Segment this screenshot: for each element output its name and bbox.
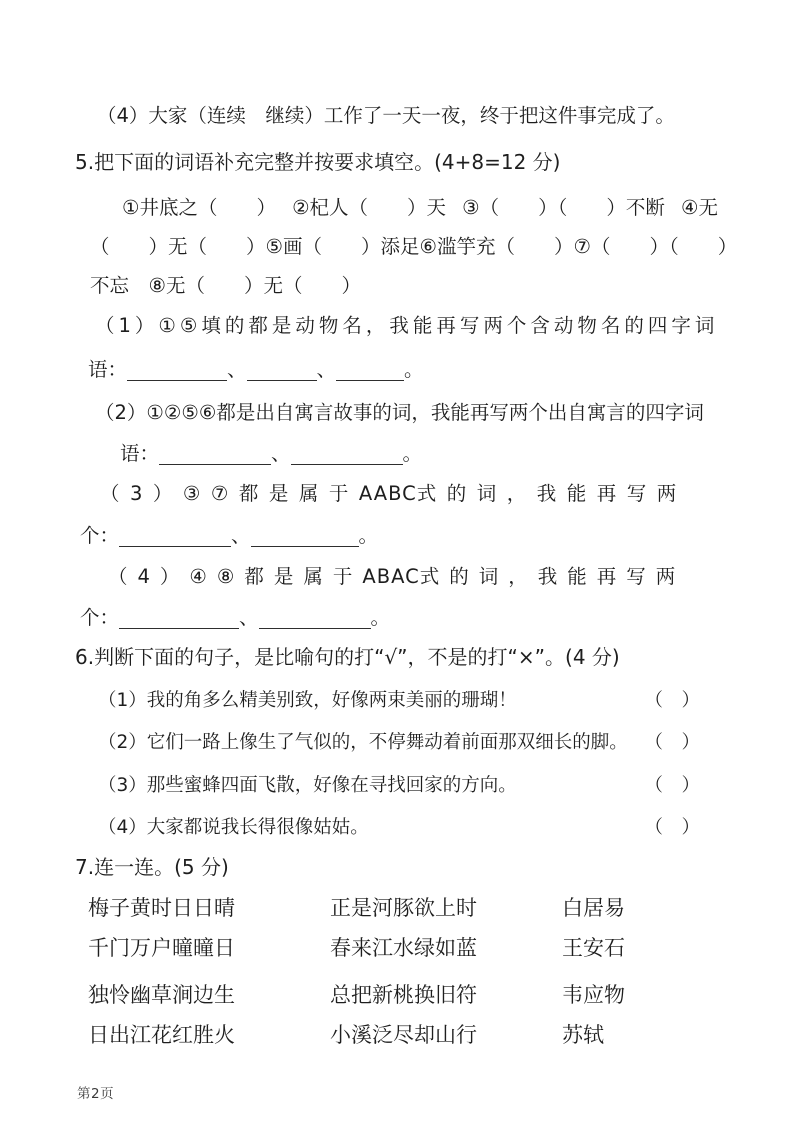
q7-matching-area bbox=[88, 895, 718, 1065]
q5-sub2-answer-line bbox=[120, 440, 422, 467]
answer-prefix: 语： bbox=[120, 442, 160, 465]
idiom-blank-1[interactable]: ①井底之（ ） bbox=[122, 196, 276, 219]
q7-poet[interactable]: 韦应物 bbox=[562, 983, 625, 1007]
q7-verse-right[interactable]: 正是河豚欲上时 bbox=[330, 896, 477, 920]
q5-sub1-answer-line bbox=[88, 356, 424, 383]
q7-title: 7.连一连。(5 分) bbox=[75, 855, 229, 879]
list-comma: 、 bbox=[271, 442, 291, 465]
q6-sentence: （2）它们一路上像生了气似的，不停舞动着前面那双细长的脚。 bbox=[98, 732, 628, 753]
q7-verse-right[interactable]: 总把新桃换旧符 bbox=[330, 983, 477, 1007]
answer-blank[interactable] bbox=[251, 524, 359, 547]
q6-sentence: （3）那些蜜蜂四面飞散，好像在寻找回家的方向。 bbox=[98, 775, 517, 796]
q5-sub3-pre: （3）③⑦都是属于 bbox=[100, 482, 359, 505]
q7-poet[interactable]: 白居易 bbox=[562, 896, 625, 920]
sentence-period: 。 bbox=[370, 606, 391, 629]
judge-answer-bracket[interactable]: （ ） bbox=[644, 732, 700, 753]
q5-sub4-text bbox=[108, 563, 685, 590]
q5-sub4-answer-line bbox=[80, 604, 390, 631]
answer-blank[interactable] bbox=[159, 442, 271, 465]
answer-blank[interactable] bbox=[336, 358, 404, 381]
judge-answer-bracket[interactable]: （ ） bbox=[644, 817, 700, 838]
answer-prefix: 个： bbox=[80, 606, 120, 629]
answer-blank[interactable] bbox=[119, 606, 239, 629]
answer-blank[interactable] bbox=[127, 358, 227, 381]
q5-fill-line-1[interactable] bbox=[122, 194, 718, 221]
list-comma: 、 bbox=[227, 358, 247, 381]
idiom-blank-2[interactable]: ②杞人（ ）天 bbox=[292, 196, 447, 219]
q5-sub3-answer-line bbox=[80, 522, 378, 549]
q6-sentence: （4）大家都说我长得很像姑姑。 bbox=[98, 817, 369, 838]
q6-item-2 bbox=[98, 729, 700, 756]
idiom-blank-4-start[interactable]: ④无 bbox=[680, 196, 718, 219]
pattern-aabc: AABC bbox=[358, 482, 417, 505]
q7-verse-left[interactable]: 日出江花红胜火 bbox=[88, 1023, 235, 1047]
sentence-period: 。 bbox=[404, 358, 424, 381]
q7-poet[interactable]: 王安石 bbox=[562, 936, 625, 960]
idiom-blank-7-start[interactable]: ⑦（ ）（ ） bbox=[573, 235, 738, 258]
page-number: 第2页 bbox=[77, 1086, 115, 1102]
answer-prefix: 个： bbox=[80, 524, 120, 547]
q6-title: 6.判断下面的句子，是比喻句的打“√”，不是的打“×”。(4 分) bbox=[75, 645, 620, 669]
idiom-blank-4-end[interactable]: （ ）无（ ） bbox=[90, 235, 266, 258]
q7-verse-left[interactable]: 梅子黄时日日晴 bbox=[88, 896, 235, 920]
q5-sub2-text: （2）①②⑤⑥都是出自寓言故事的词，我能再写两个出自寓言的四字词 bbox=[95, 401, 704, 424]
sentence-period: 。 bbox=[358, 524, 379, 547]
idiom-blank-5[interactable]: ⑤画（ ）添足 bbox=[265, 235, 420, 258]
list-comma: 、 bbox=[316, 358, 337, 381]
judge-answer-bracket[interactable]: （ ） bbox=[644, 690, 700, 711]
q6-item-1 bbox=[98, 687, 700, 714]
q4-word-choice-sentence: （4）大家（连续 继续）工作了一天一夜，终于把这件事完成了。 bbox=[97, 104, 675, 127]
list-comma: 、 bbox=[239, 606, 259, 629]
idiom-blank-3[interactable]: ③（ ）（ ）不断 bbox=[462, 196, 665, 219]
sentence-period: 。 bbox=[402, 442, 423, 465]
q5-sub4-post: 式的词，我能再写两 bbox=[419, 565, 686, 588]
q6-sentence: （1）我的角多么精美别致，好像两束美丽的珊瑚！ bbox=[98, 690, 517, 711]
list-comma: 、 bbox=[231, 524, 251, 547]
q5-sub4-pre: （4）④⑧都是属于 bbox=[108, 565, 363, 588]
q5-sub1-text: （1）①⑤填的都是动物名，我能再写两个含动物名的四字词 bbox=[95, 314, 719, 337]
answer-blank[interactable] bbox=[247, 358, 317, 381]
q5-sub3-post: 式的词，我能再写两 bbox=[416, 482, 687, 505]
answer-prefix: 语： bbox=[88, 358, 128, 381]
q5-title: 5.把下面的词语补充完整并按要求填空。(4+8=12 分) bbox=[75, 150, 561, 174]
q6-item-4 bbox=[98, 814, 700, 841]
answer-blank[interactable] bbox=[119, 524, 231, 547]
answer-blank[interactable] bbox=[259, 606, 371, 629]
q7-verse-left[interactable]: 独怜幽草涧边生 bbox=[88, 983, 235, 1007]
q5-sub3-text bbox=[100, 480, 687, 507]
q7-poet[interactable]: 苏轼 bbox=[562, 1023, 604, 1047]
q7-verse-right[interactable]: 小溪泛尽却山行 bbox=[330, 1023, 477, 1047]
q5-fill-line-2[interactable] bbox=[90, 233, 738, 260]
q5-fill-line-3[interactable]: 不忘 ⑧无（ ）无（ ） bbox=[90, 274, 361, 297]
q7-verse-right[interactable]: 春来江水绿如蓝 bbox=[330, 936, 477, 960]
idiom-blank-6[interactable]: ⑥滥竽充（ ） bbox=[419, 235, 574, 258]
pattern-abac: ABAC bbox=[362, 565, 420, 588]
answer-blank[interactable] bbox=[291, 442, 403, 465]
q7-verse-left[interactable]: 千门万户曈曈日 bbox=[88, 936, 235, 960]
q6-item-3 bbox=[98, 772, 700, 799]
judge-answer-bracket[interactable]: （ ） bbox=[644, 775, 700, 796]
